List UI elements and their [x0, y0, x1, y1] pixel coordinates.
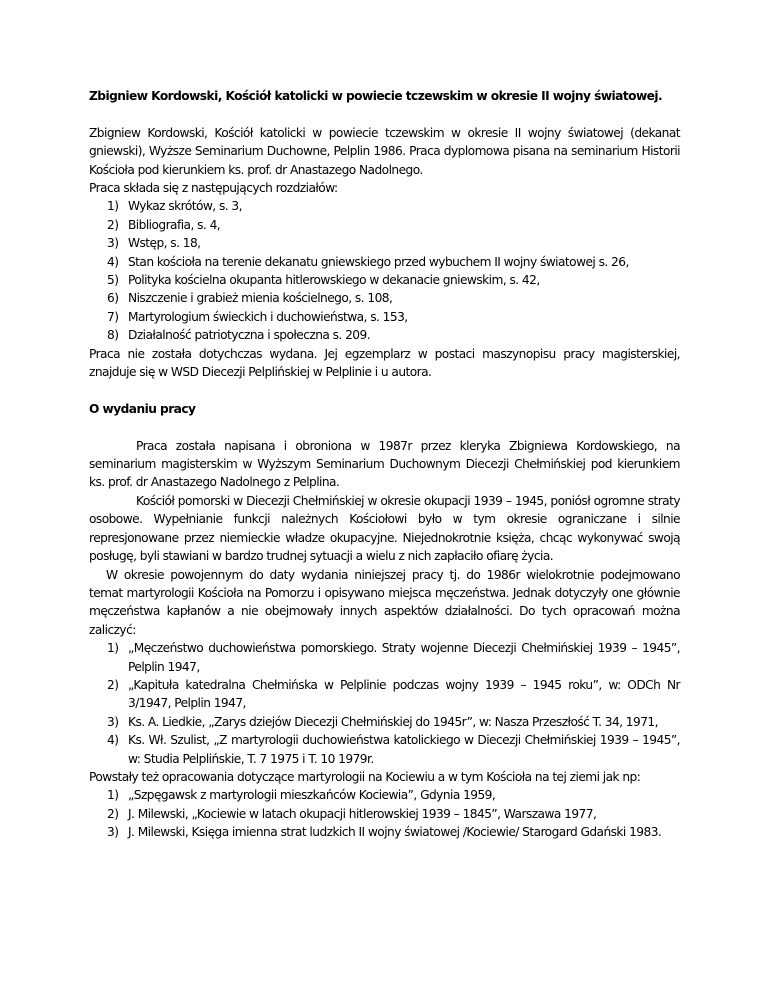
section-heading: O wydaniu pracy: [89, 401, 196, 416]
list-item: 3) J. Milewski, Księga imienna strat ludzkich II wojny światowej /Kociewie/ Starogard Gdański 1983.: [107, 825, 662, 840]
list-item: 6) Niszczenie i grabież mienia kościelnego, s. 108,: [107, 291, 393, 306]
list-item: 2) „Kapituła katedralna Chełmińska w Pelplinie podczas wojny 1939 – 1945 roku”, w: ODCh Nr 3/1947, Pelplin 1947,: [107, 677, 680, 711]
publication-note: Praca nie została dotychczas wydana. Jej egzemplarz w postaci maszynopisu pracy magisterskiej, znajduje się w WSD Diecezji Pelplińskiej w Pelplinie i u autora.: [89, 346, 680, 380]
list-item: 7) Martyrologium świeckich i duchowieństwa, s. 153,: [107, 309, 408, 324]
list-item: 8) Działalność patriotyczna i społeczna s. 209.: [107, 328, 371, 343]
paragraph-3: W okresie powojennym do daty wydania niniejszej pracy tj. do 1986r wielokrotnie podejmowano temat martyrologii Kościoła na Pomorzu i opisywano miejsca męczeństwa. Jednak dotyczyły one głównie męczeństwa kapłanów a nie obejmowały innych aspektów działalności. Do tych opracowań można zaliczyć:: [89, 567, 680, 637]
paragraph-1: Praca została napisana i obroniona w 1987r przez kleryka Zbigniewa Kordowskiego, na seminarium magisterskim w Wyższym Seminarium Duchownym Diecezji Chełmińskiej pod kierunkiem ks. prof. dr Anastazego Nadolnego z Pelplina.: [89, 438, 680, 490]
works-list-2: [89, 786, 680, 841]
works-list-1: [89, 639, 680, 768]
paragraph-2: Kościół pomorski w Diecezji Chełmińskiej w okresie okupacji 1939 – 1945, poniósł ogromne straty osobowe. Wypełnianie funkcji należnych Kościołowi było w tym okresie ograniczane i silnie represjonowane przez niemieckie władze okupacyjne. Niejednokrotnie księża, chcąc wykonywać swoją posługę, byli stawiani w bardzo trudnej sytuacji a wielu z nich zapłaciło ofiarę życia.: [89, 493, 680, 564]
document-title: Zbigniew Kordowski, Kościół katolicki w powiecie tczewskim w okresie II wojny światowej.: [89, 89, 663, 103]
paragraph-4: Powstały też opracowania dotyczące martyrologii na Kociewiu a w tym Kościoła na tej ziemi jak np:: [89, 769, 641, 784]
chapters-list: [89, 197, 680, 344]
chapters-intro: Praca składa się z następujących rozdziałów:: [89, 181, 338, 196]
list-item: 1) Wykaz skrótów, s. 3,: [107, 199, 242, 214]
list-item: 2) J. Milewski, „Kociewie w latach okupacji hitlerowskiej 1939 – 1845”, Warszawa 1977,: [107, 806, 597, 821]
list-item: 3) Ks. A. Liedkie, „Zarys dziejów Diecezji Chełmińskiej do 1945r”, w: Nasza Przeszłość T. 34, 1971,: [107, 714, 658, 729]
list-item: 1) „Szpęgawsk z martyrologii mieszkańców Kociewia”, Gdynia 1959,: [107, 788, 496, 803]
list-item: 1) „Męczeństwo duchowieństwa pomorskiego. Straty wojenne Diecezji Chełmińskiej 1939 – 1945”, Pelplin 1947,: [107, 641, 680, 674]
intro-paragraph: Zbigniew Kordowski, Kościół katolicki w powiecie tczewskim w okresie II wojny światowej (dekanat gniewski), Wyższe Seminarium Duchowne, Pelplin 1986. Praca dyplomowa pisana na seminarium Historii Kościoła pod kierunkiem ks. prof. dr Anastazego Nadolnego.: [89, 125, 680, 177]
spacer: [89, 381, 680, 399]
list-item: 4) Ks. Wł. Szulist, „Z martyrologii duchowieństwa katolickiego w Diecezji Chełmińskiej 1939 – 1945”, w: Studia Pelplińskie, T. 7 1975 i T. 10 1979r.: [107, 733, 680, 766]
list-item: 2) Bibliografia, s. 4,: [107, 217, 221, 232]
list-item: 3) Wstęp, s. 18,: [107, 236, 201, 251]
list-item: 4) Stan kościoła na terenie dekanatu gniewskiego przed wybuchem II wojny światowej s. 26,: [107, 254, 629, 269]
list-item: 5) Polityka kościelna okupanta hitlerowskiego w dekanacie gniewskim, s. 42,: [107, 273, 540, 288]
